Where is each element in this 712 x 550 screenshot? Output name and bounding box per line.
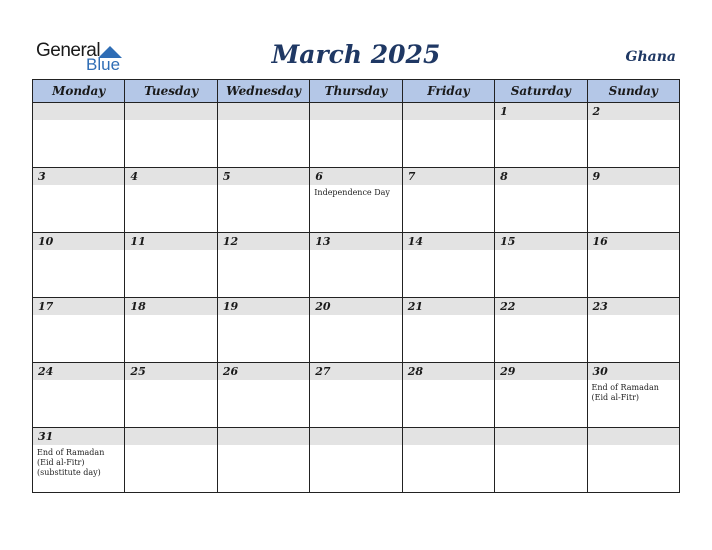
holiday-label: End of Ramadan (Eid al-Fitr) (substitute day) [37,448,105,477]
weekday-header-row [33,80,680,103]
week-row [33,103,680,168]
week-row [33,298,680,363]
day-number-bar [588,233,679,250]
week-row [33,233,680,298]
day-cell [310,168,402,233]
day-number-bar [218,298,309,315]
day-number: 26 [222,365,239,378]
day-number: 20 [315,300,331,313]
weekday-header: Wednesday [217,80,309,103]
day-cell [495,363,587,428]
day-cell [310,103,402,168]
day-cell [217,363,309,428]
day-number-bar [403,168,494,185]
logo-general-text: General [36,40,101,61]
day-number-bar [403,298,494,315]
day-number: 24 [38,365,54,378]
day-number: 16 [592,235,608,248]
day-number-bar [218,363,309,380]
day-number-bar [125,363,216,380]
holiday-label: End of Ramadan (Eid al-Fitr) [591,383,659,402]
day-cell [33,298,125,363]
week-row [33,168,680,233]
day-cell [217,103,309,168]
day-number: 10 [38,235,54,248]
day-cell [587,298,679,363]
day-number: 5 [222,170,231,183]
day-cell [217,233,309,298]
day-cell [402,103,494,168]
day-cell [33,168,125,233]
day-cell [402,428,494,493]
day-cell [587,103,679,168]
week-row [33,363,680,428]
day-number-bar [588,363,679,380]
day-number-bar [33,298,124,315]
day-number-bar [218,428,309,445]
day-number: 29 [500,365,516,378]
day-number: 17 [38,300,54,313]
day-cell [125,168,217,233]
day-number: 8 [500,170,508,183]
day-number: 3 [38,170,46,183]
calendar-grid [32,79,680,493]
day-number-bar [33,363,124,380]
day-number-bar [495,363,586,380]
day-number-bar [125,233,216,250]
day-cell [217,298,309,363]
day-cell [310,363,402,428]
day-number: 18 [130,300,146,313]
day-number: 28 [407,365,423,378]
holiday-label: Independence Day [314,188,390,197]
day-cell [495,168,587,233]
day-number: 30 [592,365,608,378]
day-number: 15 [500,235,516,248]
day-number-bar [33,168,124,185]
day-number-bar [33,233,124,250]
day-number: 11 [130,235,146,248]
day-number-bar [310,363,401,380]
day-cell [217,168,309,233]
day-cell [310,298,402,363]
day-number-bar [403,233,494,250]
day-number-bar [495,233,586,250]
day-number-bar [495,428,586,445]
day-number-bar [495,298,586,315]
day-number: 19 [222,300,239,313]
day-number-bar [33,103,124,120]
day-number: 9 [592,170,601,183]
day-cell [495,428,587,493]
day-number: 7 [407,170,416,183]
day-number-bar [403,363,494,380]
day-number-bar [33,428,124,445]
day-cell [402,168,494,233]
day-number-bar [310,168,401,185]
weekday-header: Sunday [587,80,679,103]
day-cell [33,428,125,493]
day-cell [402,233,494,298]
day-cell [402,363,494,428]
day-number: 31 [38,430,54,443]
day-cell [587,168,679,233]
day-cell [495,298,587,363]
day-cell [33,103,125,168]
day-number-bar [125,298,216,315]
day-cell [495,233,587,298]
day-number-bar [495,103,586,120]
day-number: 1 [500,105,508,118]
day-number-bar [310,233,401,250]
day-cell [125,363,217,428]
day-cell [125,103,217,168]
calendar-body [33,103,680,493]
day-cell [125,298,217,363]
week-row [33,428,680,493]
day-number: 2 [592,105,601,118]
day-number: 14 [407,235,423,248]
day-cell [495,103,587,168]
day-cell [125,428,217,493]
day-number: 21 [407,300,423,313]
day-cell [310,428,402,493]
day-number: 23 [592,300,608,313]
day-number-bar [403,103,494,120]
day-cell [217,428,309,493]
day-number-bar [310,428,401,445]
day-cell [587,428,679,493]
day-cell [33,233,125,298]
day-number-bar [125,168,216,185]
day-number-bar [218,233,309,250]
day-number: 12 [222,235,239,248]
day-number-bar [403,428,494,445]
day-number-bar [588,428,679,445]
day-number: 13 [315,235,331,248]
day-number-bar [218,103,309,120]
page-title: March 2025 [271,40,441,69]
day-cell [587,363,679,428]
day-number-bar [310,298,401,315]
country-label: Ghana [625,49,676,65]
day-cell [310,233,402,298]
day-number-bar [125,428,216,445]
logo-blue-text: Blue [86,55,121,74]
weekday-header: Tuesday [125,80,217,103]
day-number: 27 [315,365,331,378]
day-number-bar [588,168,679,185]
day-number: 4 [130,170,139,183]
day-number: 6 [315,170,323,183]
weekday-header: Monday [33,80,125,103]
day-number: 25 [130,365,146,378]
day-number: 22 [500,300,516,313]
weekday-header: Friday [402,80,494,103]
day-number-bar [125,103,216,120]
day-number-bar [495,168,586,185]
day-cell [125,233,217,298]
day-cell [33,363,125,428]
day-cell [587,233,679,298]
weekday-header: Saturday [495,80,587,103]
day-cell [402,298,494,363]
day-number-bar [588,298,679,315]
day-number-bar [218,168,309,185]
weekday-header: Thursday [310,80,402,103]
day-number-bar [588,103,679,120]
day-number-bar [310,103,401,120]
